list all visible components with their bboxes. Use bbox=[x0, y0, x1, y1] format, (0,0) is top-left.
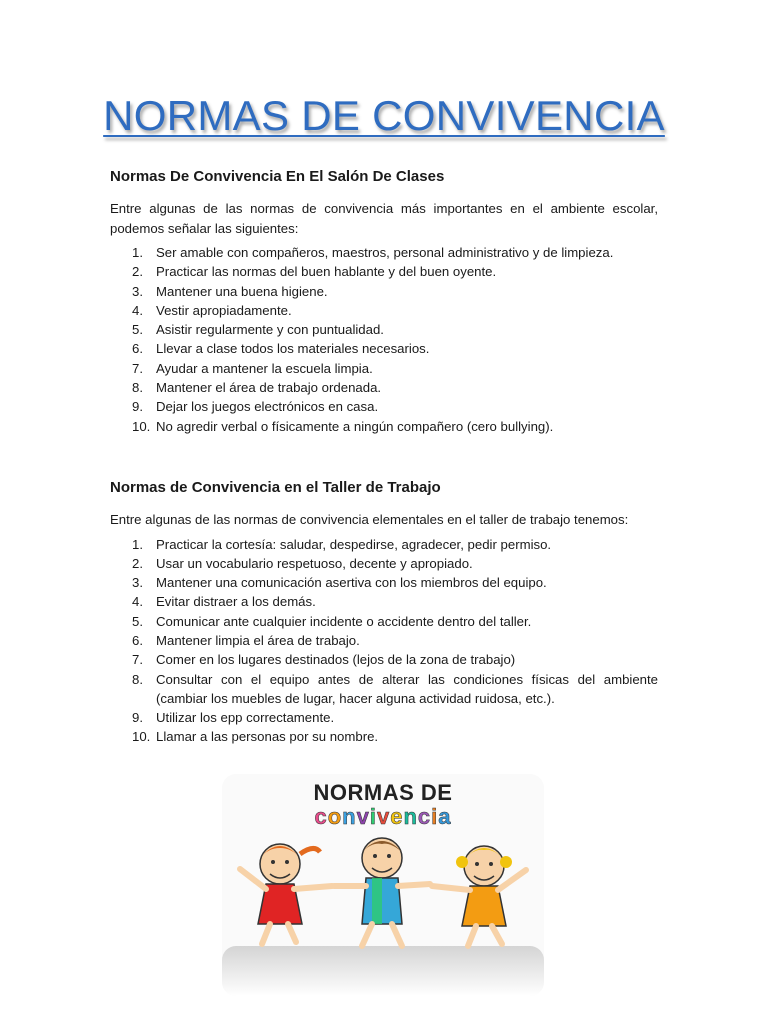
section-heading: Normas de Convivencia en el Taller de Trabajo bbox=[110, 479, 441, 496]
list-item-number: 2. bbox=[132, 555, 143, 571]
list-item-text: Vestir apropiadamente. bbox=[156, 302, 292, 318]
list-item-text: Asistir regularmente y con puntualidad. bbox=[156, 322, 384, 338]
list-item bbox=[110, 243, 658, 262]
list-item bbox=[110, 339, 658, 358]
list-item-number: 7. bbox=[132, 652, 143, 668]
list-item bbox=[110, 397, 658, 416]
list-item-number: 9. bbox=[132, 710, 143, 726]
list-item bbox=[110, 612, 658, 631]
list-item-number: 2. bbox=[132, 264, 143, 280]
section-heading: Normas De Convivencia En El Salón De Clases bbox=[110, 168, 445, 185]
list-item-text: Evitar distraer a los demás. bbox=[156, 594, 316, 610]
list-item-text: Ayudar a mantener la escuela limpia. bbox=[156, 360, 373, 376]
list-item-number: 1. bbox=[132, 536, 143, 552]
list-item-text: Utilizar los epp correctamente. bbox=[156, 710, 335, 726]
list-item bbox=[110, 301, 658, 320]
list-item-number: 4. bbox=[132, 594, 143, 610]
list-item-text: Mantener limpia el área de trabajo. bbox=[156, 632, 360, 648]
section-intro: Entre algunas de las normas de convivencia más importantes en el ambiente escolar, podemos señalar las siguientes: bbox=[110, 201, 658, 236]
list-item-text: Llevar a clase todos los materiales necesarios. bbox=[156, 341, 430, 357]
reflection-fade bbox=[222, 946, 544, 996]
list-item bbox=[110, 573, 658, 592]
illustration-letter: o bbox=[327, 804, 343, 829]
list-item bbox=[110, 535, 658, 554]
list-item-number: 3. bbox=[132, 283, 143, 299]
illustration-letter: i bbox=[369, 804, 377, 829]
illustration-letter: n bbox=[403, 804, 418, 829]
list-item-text: Mantener el área de trabajo ordenada. bbox=[156, 380, 382, 396]
illustration-letter: v bbox=[376, 804, 391, 829]
list-item-number: 3. bbox=[132, 575, 143, 591]
list-item-number: 1. bbox=[132, 245, 143, 260]
illustration-title-bottom bbox=[222, 804, 544, 830]
norms-list bbox=[110, 243, 658, 436]
list-item bbox=[110, 554, 658, 573]
list-item-number: 4. bbox=[132, 302, 143, 318]
list-item-number: 9. bbox=[132, 399, 143, 415]
list-item-number: 5. bbox=[132, 613, 143, 629]
list-item-text: No agredir verbal o físicamente a ningún compañero (cero bullying). bbox=[156, 418, 554, 434]
list-item-text: Ser amable con compañeros, maestros, personal administrativo y de limpieza. bbox=[156, 245, 614, 260]
illustration-letter: n bbox=[342, 804, 357, 829]
list-item-text: Dejar los juegos electrónicos en casa. bbox=[156, 399, 379, 415]
list-item-text: Usar un vocabulario respetuoso, decente y apropiado. bbox=[156, 555, 473, 571]
list-item-number: 10. bbox=[132, 418, 151, 434]
list-item-text: Llamar a las personas por su nombre. bbox=[156, 729, 379, 745]
list-item-number: 5. bbox=[132, 322, 143, 338]
list-item bbox=[110, 417, 658, 436]
illustration-letter: c bbox=[417, 804, 432, 829]
illustration-letter: c bbox=[314, 804, 328, 829]
norms-list bbox=[110, 535, 658, 747]
list-item-text: Mantener una comunicación asertiva con los miembros del equipo. bbox=[156, 575, 547, 591]
list-item-number: 6. bbox=[132, 632, 143, 648]
illustration-letter: v bbox=[356, 804, 370, 829]
list-item bbox=[110, 592, 658, 611]
list-item-number: 7. bbox=[132, 360, 143, 376]
list-item bbox=[110, 378, 658, 397]
section-intro: Entre algunas de las normas de convivencia elementales en el taller de trabajo tenemos: bbox=[110, 512, 629, 527]
illustration-letter: e bbox=[390, 804, 404, 829]
list-item bbox=[110, 262, 658, 281]
normas-de-convivencia-illustration bbox=[222, 774, 544, 996]
section-workshop-norms bbox=[110, 479, 658, 747]
section-classroom-norms bbox=[110, 168, 658, 436]
list-item-number: 6. bbox=[132, 341, 143, 357]
list-item-text: Consultar con el equipo antes de alterar las condiciones físicas del ambiente (cambiar los muebles de lugar, hacer alguna actividad ruidosa, etc.). bbox=[156, 671, 658, 706]
list-item bbox=[110, 320, 658, 339]
illustration-letter: i bbox=[431, 804, 439, 829]
list-item bbox=[110, 282, 658, 301]
page-title: NORMAS DE CONVIVENCIA bbox=[103, 92, 665, 139]
list-item-number: 10. bbox=[132, 729, 151, 745]
illustration-letter: a bbox=[438, 804, 452, 829]
list-item-text: Mantener una buena higiene. bbox=[156, 283, 328, 299]
list-item-number: 8. bbox=[132, 380, 143, 396]
list-item bbox=[110, 631, 658, 650]
list-item-text: Comer en los lugares destinados (lejos de la zona de trabajo) bbox=[156, 652, 516, 668]
list-item bbox=[110, 708, 658, 727]
list-item-text: Comunicar ante cualquier incidente o accidente dentro del taller. bbox=[156, 613, 532, 629]
illustration-title-top: NORMAS DE bbox=[313, 780, 453, 805]
list-item bbox=[110, 359, 658, 378]
list-item bbox=[110, 727, 658, 746]
list-item bbox=[110, 670, 658, 709]
list-item-text: Practicar las normas del buen hablante y del buen oyente. bbox=[156, 264, 497, 280]
list-item-number: 8. bbox=[132, 671, 143, 687]
list-item-text: Practicar la cortesía: saludar, despedirse, agradecer, pedir permiso. bbox=[156, 536, 552, 552]
list-item bbox=[110, 650, 658, 669]
